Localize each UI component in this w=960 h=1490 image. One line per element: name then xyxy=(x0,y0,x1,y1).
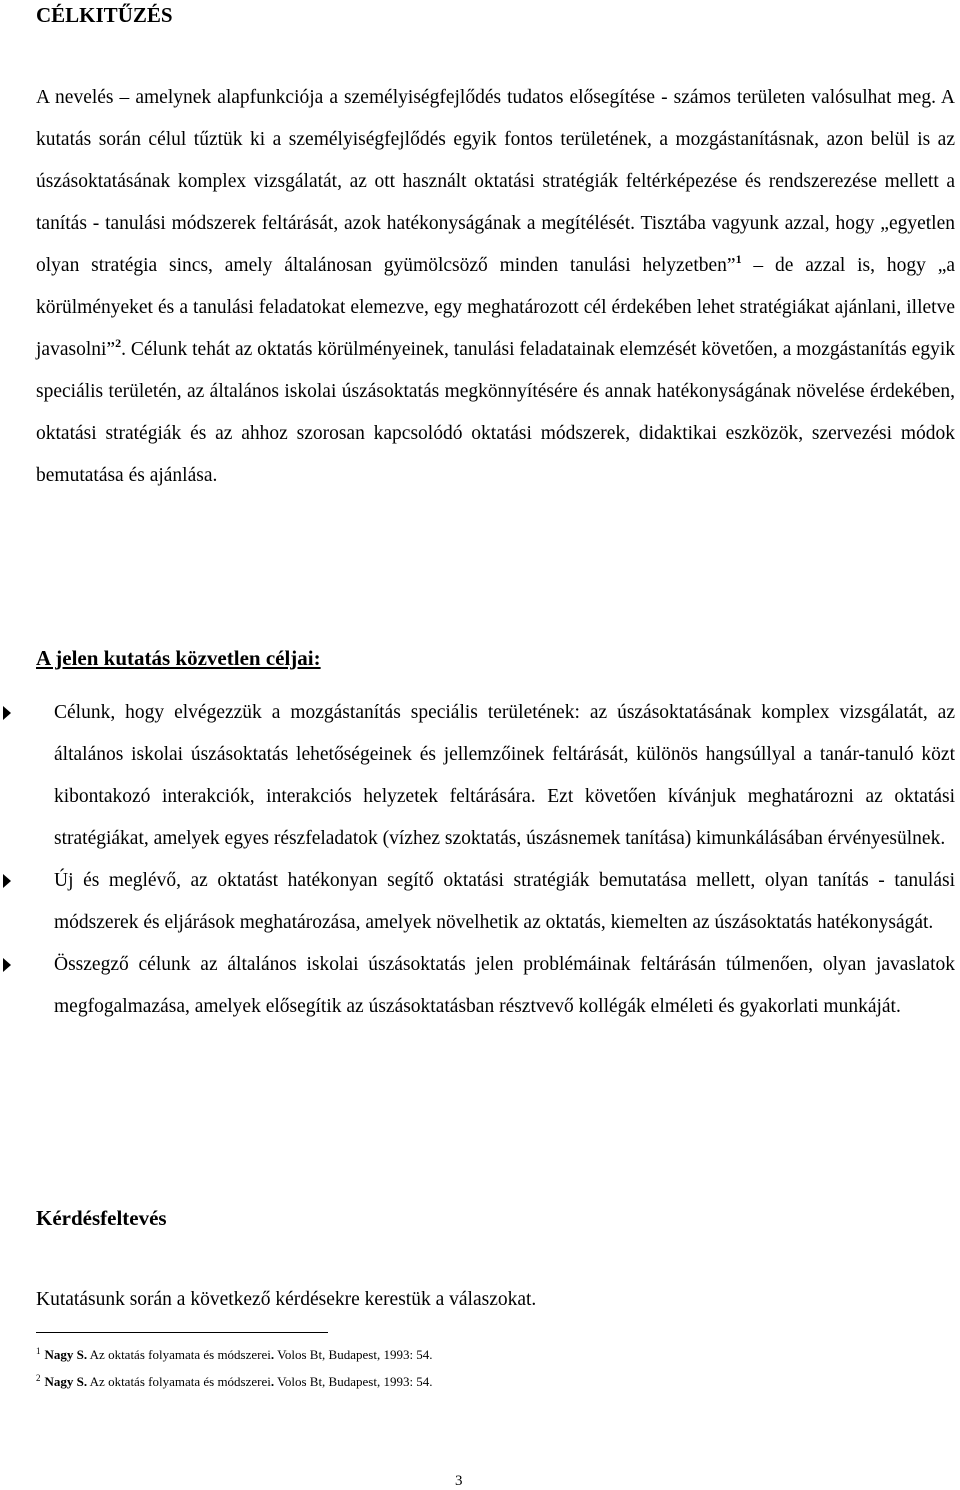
footnote-title-dot: . xyxy=(270,1374,275,1389)
page-title: CÉLKITŰZÉS xyxy=(36,3,173,27)
list-item xyxy=(0,692,955,860)
footnote-divider xyxy=(36,1332,328,1333)
footnote-ref-2[interactable]: 2 xyxy=(115,336,122,350)
footnote-number: 1 xyxy=(36,1346,41,1356)
footnote xyxy=(36,1370,433,1390)
triangle-bullet-icon xyxy=(3,958,11,972)
footnote-title: Az oktatás folyamata és módszerei xyxy=(87,1374,271,1389)
goals-list xyxy=(0,692,955,1028)
triangle-bullet-icon xyxy=(3,874,11,888)
footnote-publisher: Volos Bt, Budapest, 1993: 54. xyxy=(274,1374,433,1389)
list-item xyxy=(0,944,955,1028)
triangle-bullet-icon xyxy=(3,706,11,720)
page-number: 3 xyxy=(455,1473,463,1489)
footnote-title: Az oktatás folyamata és módszerei xyxy=(87,1347,271,1362)
footnote-author: Nagy S. xyxy=(44,1347,88,1362)
hypothesis-paragraph: Kutatásunk során a következő kérdésekre kerestük a válaszokat. xyxy=(36,1289,537,1310)
goal-text: Új és meglévő, az oktatást hatékonyan segítő oktatási stratégiák bemutatása mellett, olyan tanítás - tanulási módszerek és eljárások meghatározása, amelyek növelhetik az oktatás, kiemelten az úszásoktatás hatékonyságát. xyxy=(54,870,955,933)
list-item xyxy=(0,860,955,944)
intro-text-3: . Célunk tehát az oktatás körülményeinek, tanulási feladatainak elemzését követően, a mozgástanítás egyik speciális területén, az általános iskolai úszásoktatás megkönnyítésére és annak hatékonyságának növelése érdekében, oktatási stratégiák és az ahhoz szorosan kapcsolódó oktatási módszerek, didaktikai eszközök, szervezési módok bemutatása és ajánlása. xyxy=(36,339,955,486)
goals-heading: A jelen kutatás közvetlen céljai: xyxy=(36,646,321,670)
footnote-ref-1[interactable]: 1 xyxy=(735,252,742,266)
footnote-title-dot: . xyxy=(270,1347,275,1362)
footnote-author: Nagy S. xyxy=(44,1374,88,1389)
goal-text: Összegző célunk az általános iskolai úszásoktatás jelen problémáinak feltárásán túlmenően, olyan javaslatok megfogalmazása, amelyek elősegítik az úszásoktatásban résztvevő kollégák elméleti és gyakorlati munkáját. xyxy=(54,954,955,1017)
intro-text-2: – de azzal is, hogy „a körülményeket és a tanulási feladatokat elemezve, egy meghatározott cél érdekében lehet stratégiákat ajánlani, illetve javasolni” xyxy=(36,255,956,360)
footnote-publisher: Volos Bt, Budapest, 1993: 54. xyxy=(274,1347,433,1362)
intro-paragraph xyxy=(36,77,955,497)
footnote xyxy=(36,1343,433,1363)
goal-text: Célunk, hogy elvégezzük a mozgástanítás speciális területének: az úszásoktatásának komplex vizsgálatát, az általános iskolai úszásoktatás lehetőségeinek és jellemzőinek feltárását, különös hangsúllyal a tanár-tanuló közt kibontakozó interakciók, interakciós helyzetek feltárására. Ezt követően kívánjuk meghatározni az oktatási stratégiákat, amelyek egyes részfeladatok (vízhez szoktatás, úszásnemek tanítása) kimunkálásában érvényesülnek. xyxy=(54,702,955,849)
footnote-number: 2 xyxy=(36,1373,41,1383)
hypothesis-heading: Kérdésfeltevés xyxy=(36,1206,167,1230)
intro-text-1: A nevelés – amelynek alapfunkciója a személyiségfejlődés tudatos elősegítése - számos területen valósulhat meg. A kutatás során célul tűztük ki a személyiségfejlődés egyik fontos területének, a mozgástanításnak, azon belül is az úszásoktatásának komplex vizsgálatát, az ott használt oktatási stratégiák feltérképezése és rendszerezése mellett a tanítás - tanulási módszerek feltárását, azok hatékonyságának a megítélését. Tisztába vagyunk azzal, hogy „egyetlen olyan stratégia sincs, amely általánosan gyümölcsöző minden tanulási helyzetben” xyxy=(36,87,955,276)
